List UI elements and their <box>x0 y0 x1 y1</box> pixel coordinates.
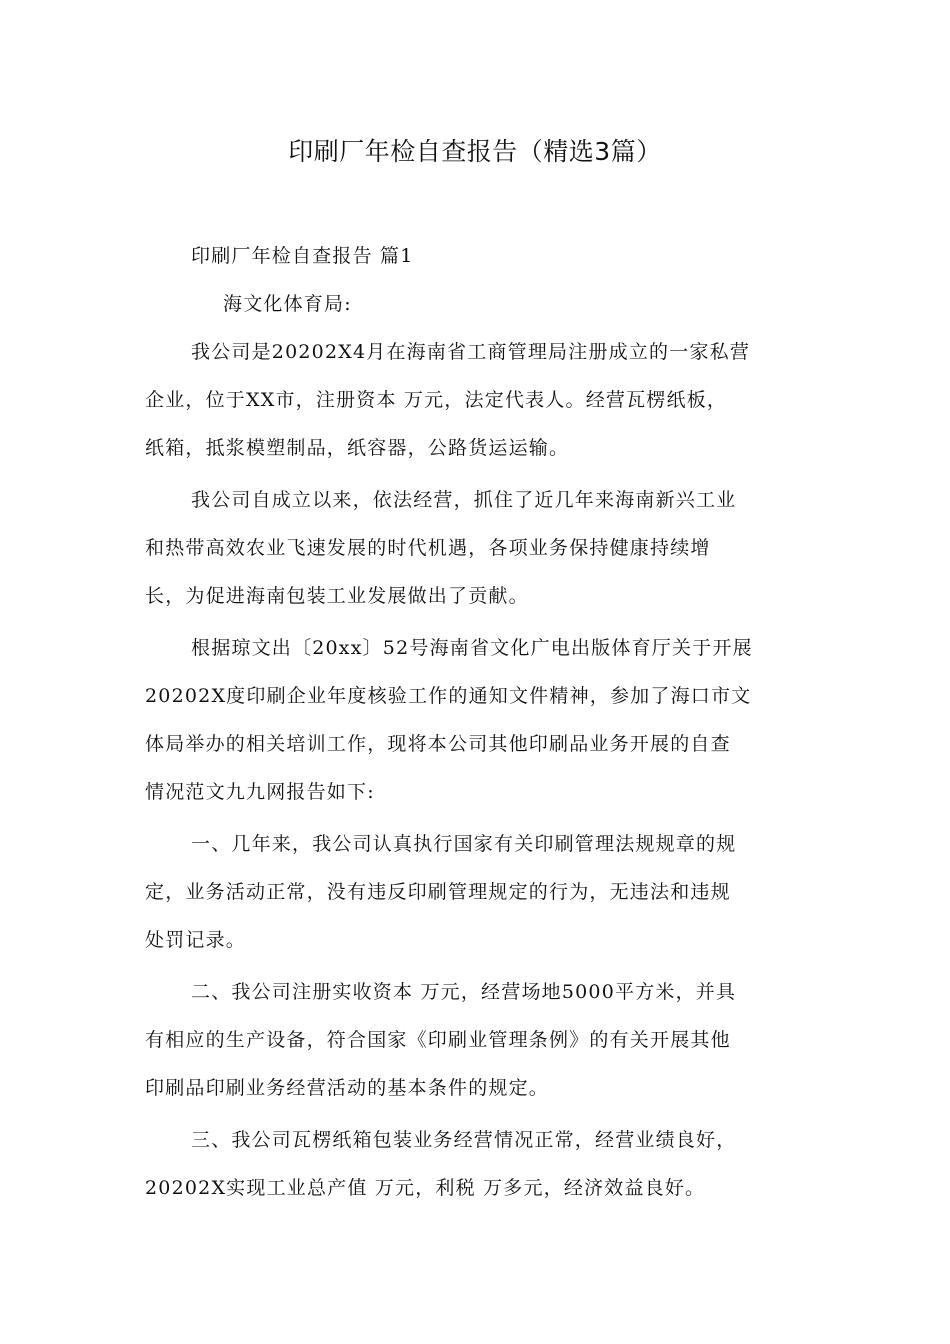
paragraph-line: 20202X度印刷企业年度核验工作的通知文件精神，参加了海口市文 <box>145 685 752 707</box>
paragraph-1 <box>145 328 807 472</box>
paragraph-5 <box>145 968 807 1112</box>
paragraph-line: 三、我公司瓦楞纸箱包装业务经营情况正常，经营业绩良好， <box>191 1129 737 1151</box>
paragraph-line: 长，为促进海南包装工业发展做出了贡献。 <box>145 585 529 607</box>
paragraph-line: 我公司自成立以来，依法经营，抓住了近几年来海南新兴工业 <box>191 489 737 511</box>
paragraph-line: 根据琼文出〔20xx〕52号海南省文化广电出版体育厅关于开展 <box>191 637 753 659</box>
paragraph-line: 纸箱，抵浆模塑制品，纸容器，公路货运运输。 <box>145 437 570 459</box>
document-title: 印刷厂年检自查报告（精选3篇） <box>288 137 662 166</box>
paragraph-line: 定，业务活动正常，没有违反印刷管理规定的行为，无违法和违规 <box>145 881 731 903</box>
paragraph-line: 企业，位于XX市，注册资本 万元，法定代表人。经营瓦楞纸板， <box>145 389 728 411</box>
document-body <box>145 232 807 1212</box>
paragraph-line: 和热带高效农业飞速发展的时代机遇，各项业务保持健康持续增 <box>145 537 711 559</box>
salutation: 海文化体育局: <box>223 293 352 315</box>
paragraph-line: 体局举办的相关培训工作，现将本公司其他印刷品业务开展的自查 <box>145 733 731 755</box>
paragraph-line: 情况范文九九网报告如下: <box>145 781 375 803</box>
paragraph-line: 有相应的生产设备，符合国家《印刷业管理条例》的有关开展其他 <box>145 1029 731 1051</box>
paragraph-6 <box>145 1116 807 1212</box>
paragraph-line: 一、几年来，我公司认真执行国家有关印刷管理法规规章的规 <box>191 833 737 855</box>
paragraph-line: 我公司是20202X4月在海南省工商管理局注册成立的一家私营 <box>191 341 751 363</box>
paragraph-3 <box>145 624 807 816</box>
paragraph-line: 处罚记录。 <box>145 929 247 951</box>
paragraph-line: 二、我公司注册实收资本 万元，经营场地5000平方米，并具 <box>191 981 737 1003</box>
paragraph-line: 印刷品印刷业务经营活动的基本条件的规定。 <box>145 1077 550 1099</box>
section-heading: 印刷厂年检自查报告 篇1 <box>191 245 414 267</box>
paragraph-line: 20202X实现工业总产值 万元，利税 万多元，经济效益良好。 <box>145 1177 706 1199</box>
paragraph-2 <box>145 476 807 620</box>
paragraph-4 <box>145 820 807 964</box>
